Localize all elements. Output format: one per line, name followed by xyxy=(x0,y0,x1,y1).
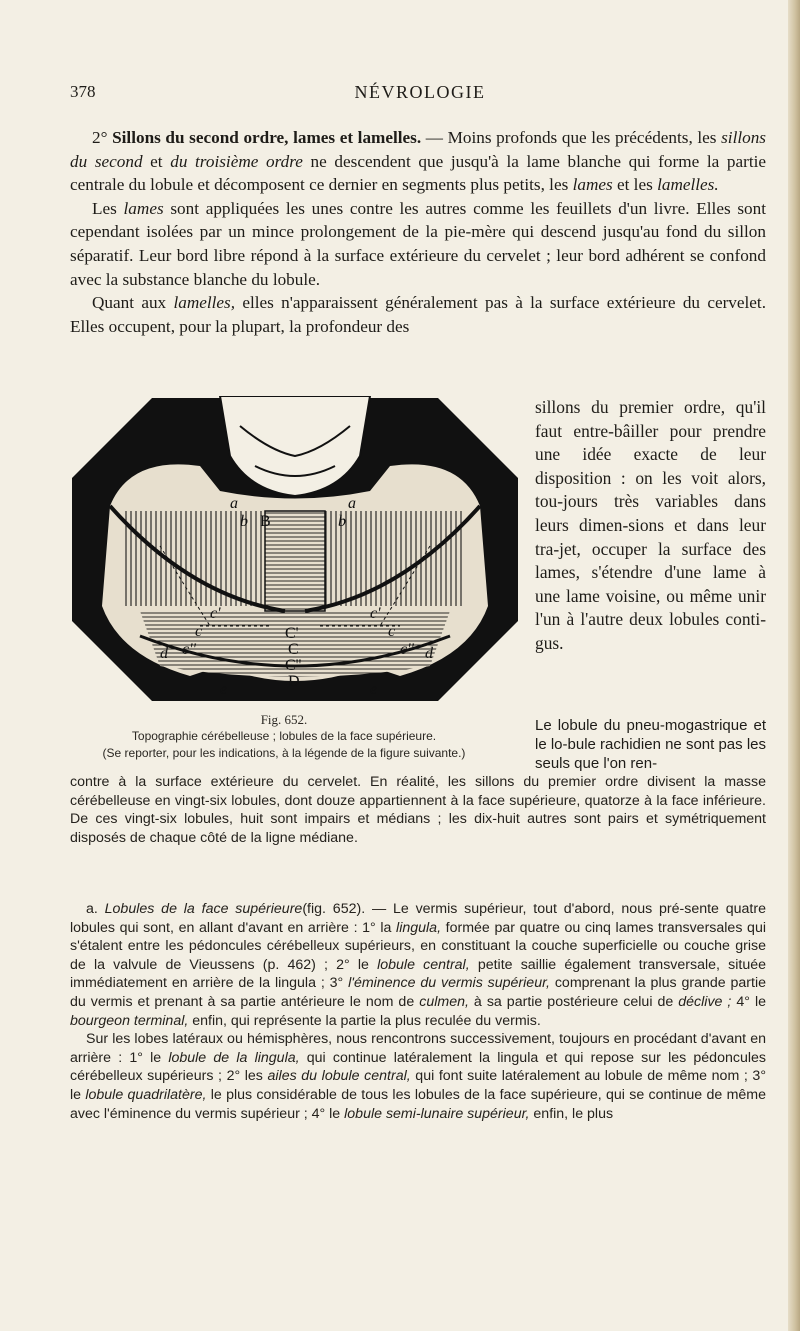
figure-652 xyxy=(70,396,520,701)
paragraph-a: a. Lobules de la face supérieure(fig. 652). — Le vermis supérieur, tout d'abord, nous pré-sente quatre lobules qui sont, en allant d'avant en arrière : 1° la lingula, formée par quatre ou cinq lames transversales qui s'étalent entre les pédoncules cérébelleux supérieurs, en constituant la couche superficielle ou couche grise de la valvule de Vieussens (p. 462) ; 2° le lobule central, petite saillie également transversale, située immédiatement en arrière de la lingula ; 3° l'éminence du vermis supérieur, comprenant la plus grande partie du vermis et prenant à sa partie antérieure le nom de culmen, à sa partie postérieure celui de déclive ; 4° le bourgeon terminal, enfin, qui représente la partie la plus reculée du vermis. xyxy=(70,901,766,1029)
page-number: 378 xyxy=(70,82,96,101)
side-column-text: sillons du premier ordre, qu'il faut entre-bâiller pour prendre une idée exacte de leur disposition : on les voit alors, tou-jours très variables dans leurs dimen-sions et dans leur tra-jet, occuper la surface des lames, s'étendre d'une lame à une lame voisine, ou même unir l'un à l'autre deux lobules conti-gus. xyxy=(535,397,766,653)
paragraph-b: Sur les lobes latéraux ou hémisphères, nous rencontrons successivement, toujours en procédant d'avant en arrière : 1° le lobule de la lingula, qui continue latéralement la lingula et qui repose sur les pédoncules cérébelleux supérieurs ; 2° les ailes du lobule central, qui font suite latéralement au lobule de même nom ; 3° le lobule quadrilatère, le plus considérable de tous les lobules de la face supérieure, qui se continue de même avec l'éminence du vermis supérieur ; 4° le lobule semi-lunaire supérieur, enfin, le plus xyxy=(70,1031,767,1122)
label-c1-left: c' xyxy=(210,605,221,622)
label-d-right: d xyxy=(425,645,433,662)
section-number: 2° xyxy=(92,128,108,147)
label-b-right: b xyxy=(338,513,346,530)
cerebellum-illustration xyxy=(70,396,520,701)
label-c2-right: c'' xyxy=(400,641,414,658)
section-body xyxy=(70,126,766,338)
side-paragraph: Le lobule du pneu-mogastrique et le lo-bule rachidien ne sont pas les seuls que l'on ren- xyxy=(535,717,766,772)
figure-caption-line1: Topographie cérébelleuse ; lobules de la face supérieure. xyxy=(131,729,437,743)
page-header xyxy=(70,82,770,106)
label-D: D xyxy=(288,673,300,690)
lobules-section xyxy=(70,900,766,1123)
figure-caption-line2: (Se reporter, pour les indications, à la légende de la figure suivante.) xyxy=(102,746,466,760)
lamelles-paragraph: Quant aux lamelles, elles n'apparaissent généralement pas à la surface extérieure du cervelet. Elles occupent, pour la plupart, la profondeur des xyxy=(70,293,766,336)
label-c1-right: c' xyxy=(370,605,381,622)
label-C1: C' xyxy=(285,625,299,642)
label-a-left: a xyxy=(230,495,238,512)
continuation-paragraph: contre à la surface extérieure du cervelet. En réalité, les sillons du premier ordre divisent la masse cérébelleuse en vingt-six lobules, dont douze appartiennent à la face supérieure, quatorze à la face inférieure. De ces vingt-six lobules, huit sont impairs et médians ; les dix-huit autres sont pairs et symétriquement disposés de chaque côté de la ligne médiane. xyxy=(70,774,766,846)
label-c2-left: c'' xyxy=(182,641,196,658)
lames-paragraph: Les lames sont appliquées les unes contre les autres comme les feuillets d'un livre. Elles sont cependant isolées par un mince prolongement de la pie-mère qui descend jusqu'au fond du sillon séparatif. Leur bord libre répond à la surface extérieure du cervelet ; leur bord adhérent se confond avec la substance blanche du lobule. xyxy=(70,198,766,289)
label-b-left: b xyxy=(240,513,248,530)
running-title: NÉVROLOGIE xyxy=(354,82,486,102)
figure-caption xyxy=(60,712,508,762)
page-edge xyxy=(788,0,800,1331)
figure-number: Fig. 652. xyxy=(260,712,308,727)
section-title: Sillons du second ordre, lames et lamelles. xyxy=(112,128,422,147)
label-c-left: c xyxy=(195,623,203,640)
label-a-right: a xyxy=(348,495,356,512)
vermis xyxy=(265,511,325,611)
label-c-right: c xyxy=(388,623,396,640)
section-intro-paragraph: 2° Sillons du second ordre, lames et lamelles. — Moins profonds que les précédents, les sillons du second et du troisième ordre ne descendent que jusqu'à la lame blanche qui forme la partie centrale du lobule et décomposent ce dernier en segments plus petits, les lames et les lamelles. xyxy=(70,128,767,195)
label-C2: C'' xyxy=(285,657,302,674)
label-B: B xyxy=(260,513,271,530)
label-d-left: d xyxy=(160,645,168,662)
label-e-left: e xyxy=(220,681,228,698)
label-C: C xyxy=(288,641,299,658)
label-e-right: e xyxy=(370,681,378,698)
